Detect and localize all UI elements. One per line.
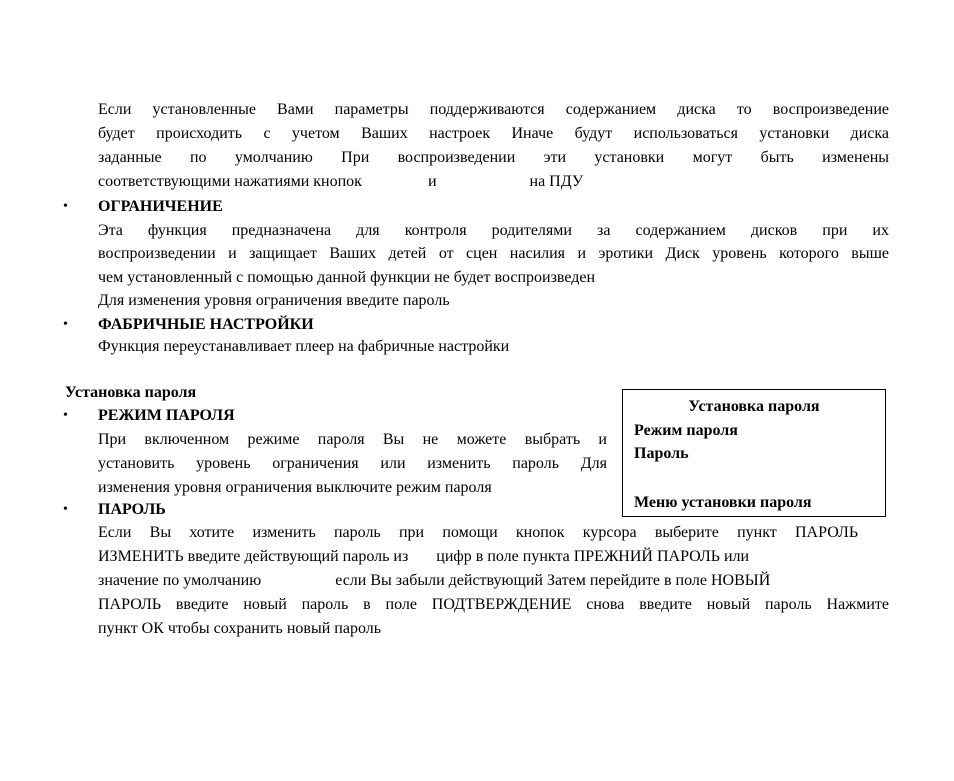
password-heading: ПАРОЛЬ [98, 501, 166, 518]
password-menu-item-password: Пароль [634, 445, 689, 462]
password-line-1-text: Если Вы хотите изменить пароль при помощи кнопок курсора выберите пункт ПАРОЛЬ [98, 524, 858, 541]
intro-line-1: Если установленные Вами параметры поддерживаются содержанием диска то воспроизведение [98, 101, 889, 118]
intro-line-4-mid: и [427, 173, 437, 190]
password-line-3-start: значение по умолчанию [98, 572, 262, 589]
restriction-line-1: Эта функция предназначена для контроля родителями за содержанием дисков при их [98, 222, 889, 239]
bullet-password: • [63, 502, 68, 517]
intro-line-4-start: соответствующими нажатиями кнопок [98, 173, 362, 190]
password-line-5: пункт ОК чтобы сохранить новый пароль [98, 620, 382, 637]
factory-text: Функция переустанавливает плеер на фабричные настройки [98, 338, 510, 355]
password-menu-title: Установка пароля [688, 398, 820, 415]
intro-line-3: заданные по умолчанию При воспроизведении эти установки могут быть изменены [98, 149, 889, 166]
restriction-line-4: Для изменения уровня ограничения введите пароль [98, 292, 450, 309]
password-line-2-end: цифр в поле пункта ПРЕЖНИЙ ПАРОЛЬ или [436, 548, 750, 565]
password-menu-item-mode: Режим пароля [634, 422, 738, 439]
password-mode-line-2: установить уровень ограничения или изменить пароль Для [98, 455, 607, 472]
password-line-3-end: если Вы забыли действующий Затем перейдите в поле НОВЫЙ [335, 572, 771, 589]
password-line-1 [98, 521, 868, 544]
password-line-2 [98, 545, 889, 568]
password-menu-box [622, 389, 886, 517]
section-title: Установка пароля [65, 384, 197, 401]
bullet-password-mode: • [63, 408, 68, 423]
password-line-2-start: ИЗМЕНИТЬ введите действующий пароль из [98, 548, 409, 565]
password-mode-heading: РЕЖИМ ПАРОЛЯ [98, 407, 235, 424]
intro-line-4-end: на ПДУ [529, 173, 584, 190]
restriction-heading: ОГРАНИЧЕНИЕ [98, 198, 223, 215]
intro-line-4 [98, 170, 889, 193]
password-mode-line-1: При включенном режиме пароля Вы не можете выбрать и [98, 431, 607, 448]
password-mode-line-3: изменения уровня ограничения выключите режим пароля [98, 479, 492, 496]
bullet-factory: • [63, 317, 68, 332]
password-line-3 [98, 569, 889, 592]
bullet-restriction: • [63, 199, 68, 214]
restriction-line-3: чем установленный с помощью данной функции не будет воспроизведен [98, 269, 596, 286]
password-line-4: ПАРОЛЬ введите новый пароль в поле ПОДТВЕРЖДЕНИЕ снова введите новый пароль Нажмите [98, 596, 889, 613]
restriction-line-2: воспроизведении и защищает Ваших детей от сцен насилия и эротики Диск уровень которого выше [98, 245, 889, 262]
factory-heading: ФАБРИЧНЫЕ НАСТРОЙКИ [98, 316, 314, 333]
password-menu-footer: Меню установки пароля [634, 494, 812, 511]
intro-line-2: будет происходить с учетом Ваших настроек Иначе будут использоваться установки диска [98, 125, 889, 142]
